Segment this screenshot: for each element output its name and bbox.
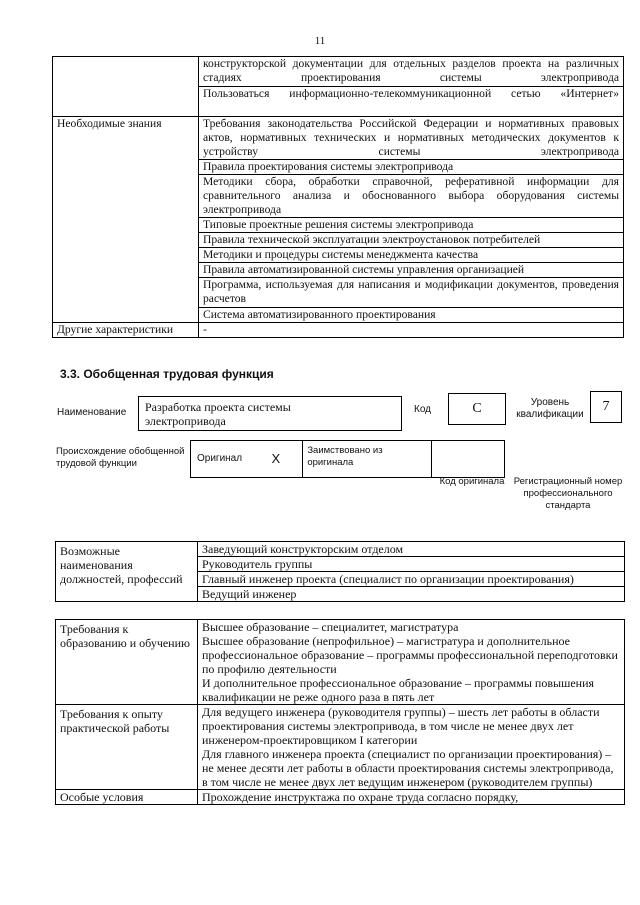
list-item: Для ведущего инженера (руководителя группы) – шесть лет работы в области проектирования системы электропривода, в том числе не менее двух лет инженером-проектировщиком I категории <box>202 705 600 747</box>
table-cell: Пользоваться информационно-телекоммуникационной сетью «Интернет» <box>199 87 624 117</box>
table-cell: Главный инженер проекта (специалист по организации проектирования) <box>198 572 625 587</box>
code-value: C <box>448 393 506 425</box>
list-item: Высшее образование (непрофильное) – магистратура и дополнительное профессиональное образование – программы профессиональной переподготовки по профилю деятельности <box>202 634 618 676</box>
education-label: Требования к образованию и обучению <box>56 620 198 705</box>
table-cell: Ведущий инженер <box>198 587 625 602</box>
origin-table <box>190 440 620 478</box>
skills-knowledge-table <box>52 56 624 338</box>
table-cell: Руководитель группы <box>198 557 625 572</box>
table-cell: Система автоматизированного проектирования <box>199 308 624 323</box>
table-cell: конструкторской документации для отдельных разделов проекта на различных стадиях проектирования системы электропривода <box>199 57 624 87</box>
special-conditions-label: Особые условия <box>56 790 198 805</box>
borrowed-label: Заимствовано из оригинала <box>303 441 432 478</box>
level-value: 7 <box>590 391 622 423</box>
table-cell: Типовые проектные решения системы электропривода <box>199 218 624 233</box>
original-mark: X <box>268 441 303 478</box>
reg-number-caption: Регистрационный номер профессионального стандарта <box>513 476 623 511</box>
original-label: Оригинал <box>191 441 268 478</box>
other-characteristics-label: Другие характеристики <box>53 323 199 338</box>
origin-label: Происхождение обобщенной трудовой функции <box>56 446 185 469</box>
table-cell: Правила автоматизированной системы управления организацией <box>199 263 624 278</box>
name-value: Разработка проекта системы электропривода <box>145 400 291 428</box>
table-cell: Правила проектирования системы электропривода <box>199 160 624 175</box>
page-number: 11 <box>314 35 326 47</box>
table-cell: Требования законодательства Российской Федерации и нормативных правовых актов, нормативных технических и нормативных методических документов к устройству системы электропривода <box>199 117 624 160</box>
code-original-cell <box>432 441 505 478</box>
education-cell <box>198 620 625 705</box>
special-conditions-value: Прохождение инструктажа по охране труда согласно порядку, <box>198 790 625 805</box>
experience-label: Требования к опыту практической работы <box>56 705 198 790</box>
knowledge-label: Необходимые знания <box>53 117 199 323</box>
table-cell: Программа, используемая для написания и модификации документов, проведения расчетов <box>199 278 624 308</box>
code-original-caption: Код оригинала <box>439 476 505 487</box>
positions-table <box>55 541 625 602</box>
table-cell: Заведующий конструкторским отделом <box>198 542 625 557</box>
name-box <box>138 396 402 431</box>
experience-cell <box>198 705 625 790</box>
list-item: Для главного инженера проекта (специалист по организации проектирования) – не менее десяти лет работы в области проектирования системы электропривода, в том числе не менее двух лет ведущим инженером (руководителем группы) <box>202 747 614 789</box>
positions-label: Возможные наименования должностей, профессий <box>56 542 198 602</box>
table-cell: Методики сбора, обработки справочной, реферативной информации для сравнительного анализа и обоснованного выбора оборудования системы электропривода <box>199 175 624 218</box>
table-cell: Методики и процедуры системы менеджмента качества <box>199 248 624 263</box>
list-item: И дополнительное профессиональное образование – программы повышения квалификации не реже одного раза в пять лет <box>202 676 595 704</box>
reg-number-cell <box>505 441 620 478</box>
list-item: Высшее образование – специалитет, магистратура <box>202 620 459 634</box>
level-label: Уровень квалификации <box>516 397 584 420</box>
requirements-table <box>55 619 625 805</box>
other-characteristics-value: - <box>199 323 624 338</box>
table-cell-empty <box>53 57 199 117</box>
table-cell: Правила технической эксплуатации электроустановок потребителей <box>199 233 624 248</box>
section-title: 3.3. Обобщенная трудовая функция <box>60 367 274 381</box>
code-label: Код <box>414 404 432 415</box>
name-label: Наименование <box>57 407 127 418</box>
